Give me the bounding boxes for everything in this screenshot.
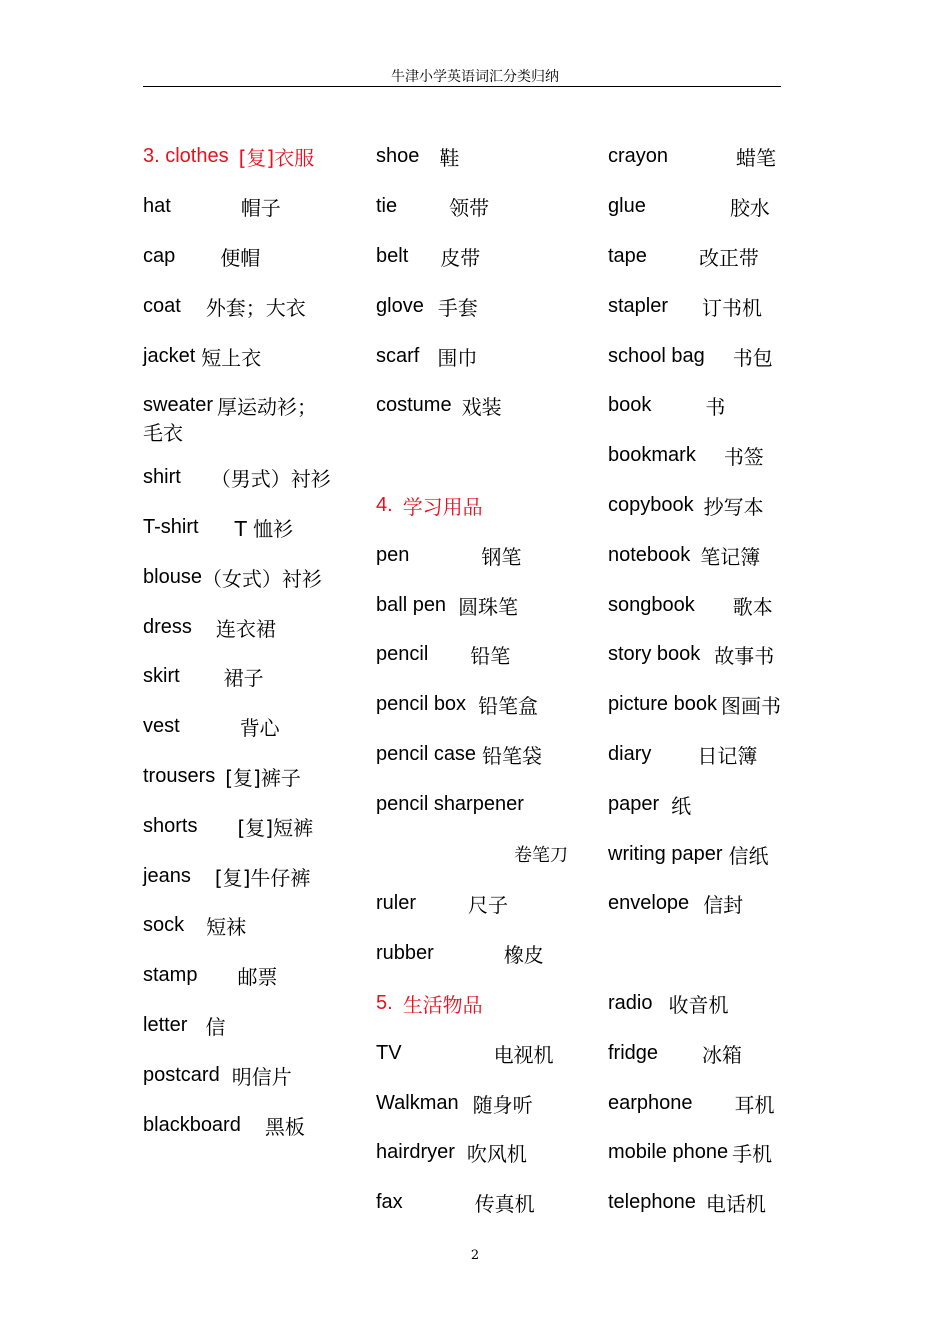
chinese-meaning: 胶水 (729, 196, 770, 221)
english-word: ruler (376, 892, 417, 915)
english-word: songbook (608, 593, 695, 616)
vocab-column-1 (143, 132, 375, 1150)
chinese-meaning: 外套；大衣 (205, 295, 306, 320)
english-word: blackboard (143, 1113, 241, 1136)
english-word: pencil case (376, 742, 477, 765)
vocab-entry (143, 182, 375, 232)
vocab-entry (608, 431, 840, 481)
chinese-meaning: 吹风机 (466, 1142, 527, 1167)
vocab-column-2 (376, 132, 608, 1228)
english-word: tape (608, 244, 647, 267)
chinese-meaning: 歌本 (732, 594, 773, 619)
vocab-entry (608, 879, 840, 929)
english-word: Walkman (376, 1091, 459, 1114)
vocab-entry (376, 1178, 608, 1228)
vocab-entry (143, 702, 375, 752)
english-word: ball pen (376, 593, 447, 616)
vocab-entry (608, 779, 840, 829)
english-word: shirt (143, 466, 181, 489)
chinese-meaning: 学习用品 (402, 494, 483, 519)
vocab-entry (376, 132, 608, 182)
english-word: hat (143, 195, 171, 218)
english-word: pencil sharpener (376, 792, 524, 815)
english-word: tie (376, 195, 398, 218)
vocab-entry (376, 630, 608, 680)
vocab-entry (143, 1100, 375, 1150)
chinese-meaning: 冰箱 (702, 1042, 743, 1067)
chinese-meaning: 背心 (239, 716, 280, 741)
english-word: telephone (608, 1191, 696, 1214)
chinese-meaning: 笔记簿 (700, 544, 761, 569)
chinese-meaning: 邮票 (237, 965, 278, 990)
chinese-meaning: T 恤衫 (234, 516, 294, 541)
chinese-meaning: 改正带 (698, 245, 759, 270)
category-heading (143, 132, 375, 182)
english-word: jeans (143, 864, 191, 887)
vocab-entry (608, 481, 840, 531)
vocab-entry-continuation (143, 417, 375, 453)
vocab-entry (143, 552, 375, 602)
blank-row (608, 929, 840, 979)
english-word: TV (376, 1041, 402, 1064)
vocab-entry (608, 1128, 840, 1178)
chinese-meaning: 皮带 (440, 245, 481, 270)
english-word: trousers (143, 764, 216, 787)
vocab-entry (608, 381, 840, 431)
vocab-entry (376, 232, 608, 282)
english-word: copybook (608, 493, 694, 516)
vocab-entry (143, 752, 375, 802)
vocab-entry (608, 1028, 840, 1078)
english-word: fax (376, 1191, 403, 1214)
english-word: jacket (143, 344, 196, 367)
chinese-meaning: 书签 (723, 445, 764, 470)
chinese-meaning: 黑板 (264, 1114, 305, 1139)
english-word: coat (143, 294, 181, 317)
chinese-meaning: 短袜 (206, 915, 247, 940)
english-word: paper (608, 792, 660, 815)
vocab-entry (143, 453, 375, 503)
english-word: 4. (376, 493, 393, 516)
vocab-entry (608, 680, 840, 730)
vocab-entry (376, 929, 608, 979)
chinese-meaning: 帽子 (240, 196, 281, 221)
vocab-entry (143, 602, 375, 652)
english-word: bookmark (608, 444, 696, 467)
vocab-entry (608, 232, 840, 282)
chinese-meaning: 铅笔盒 (478, 694, 539, 719)
english-word: dress (143, 615, 192, 638)
vocab-entry (143, 1050, 375, 1100)
vocab-entry (608, 1078, 840, 1128)
english-word: skirt (143, 665, 180, 688)
chinese-meaning: 信封 (703, 893, 744, 918)
english-word: cap (143, 244, 176, 267)
chinese-meaning: 短上衣 (201, 345, 262, 370)
english-word: crayon (608, 145, 669, 168)
english-word: mobile phone (608, 1141, 729, 1164)
vocab-entry (143, 331, 375, 381)
chinese-meaning: 蜡笔 (736, 146, 777, 171)
chinese-meaning: （男式）衬衫 (210, 467, 331, 492)
chinese-meaning: 圆珠笔 (458, 594, 519, 619)
page-header-title: 牛津小学英语词汇分类归纳 (391, 69, 559, 85)
chinese-meaning: [复]衣服 (238, 146, 315, 171)
vocab-entry (143, 232, 375, 282)
chinese-meaning: 连衣裙 (215, 616, 276, 641)
category-heading (376, 979, 608, 1029)
english-word: rubber (376, 942, 434, 965)
chinese-meaning: 随身听 (472, 1092, 533, 1117)
english-word: sock (143, 914, 185, 937)
vocab-entry (376, 331, 608, 381)
chinese-meaning: 钢笔 (481, 544, 522, 569)
vocab-column-3 (608, 132, 840, 1228)
header-divider (143, 86, 781, 87)
vocab-entry (608, 182, 840, 232)
vocab-entry (376, 779, 608, 829)
chinese-meaning: 铅笔袋 (482, 743, 543, 768)
chinese-meaning: 信 (205, 1014, 226, 1039)
chinese-meaning: 抄写本 (703, 494, 764, 519)
chinese-meaning: 领带 (449, 196, 490, 221)
english-word: pen (376, 543, 410, 566)
vocab-entry (608, 530, 840, 580)
chinese-meaning: 橡皮 (503, 943, 544, 968)
vocab-entry (608, 630, 840, 680)
vocab-entry (143, 1001, 375, 1051)
chinese-meaning: 鞋 (439, 146, 460, 171)
vocab-entry (376, 182, 608, 232)
english-word: vest (143, 715, 180, 738)
chinese-meaning: 书 (705, 395, 726, 420)
vocab-entry (143, 951, 375, 1001)
english-word: pencil (376, 643, 429, 666)
chinese-meaning: 书包 (732, 345, 773, 370)
english-word: radio (608, 991, 653, 1014)
english-word: 5. (376, 991, 393, 1014)
english-word: stapler (608, 294, 669, 317)
vocab-entry (376, 1078, 608, 1128)
vocab-entry (608, 1178, 840, 1228)
blank-row (376, 431, 608, 481)
chinese-meaning: 电话机 (705, 1192, 766, 1217)
chinese-meaning: [复]裤子 (225, 765, 301, 790)
vocab-entry (608, 331, 840, 381)
vocab-entry (608, 281, 840, 331)
english-word: letter (143, 1013, 188, 1036)
english-word: school bag (608, 344, 705, 367)
english-word: belt (376, 244, 409, 267)
category-heading (376, 481, 608, 531)
vocab-entry (376, 1128, 608, 1178)
chinese-meaning: 手套 (437, 295, 478, 320)
vocab-entry (608, 132, 840, 182)
vocab-entry-continuation (376, 829, 608, 879)
english-word: glue (608, 195, 646, 218)
chinese-meaning: [复]牛仔裤 (214, 865, 311, 890)
english-word: pencil box (376, 693, 467, 716)
chinese-meaning: 厚运动衫； (217, 395, 318, 420)
chinese-meaning: 裙子 (223, 666, 264, 691)
chinese-meaning: 围巾 (437, 345, 478, 370)
vocab-entry (608, 730, 840, 780)
english-word: picture book (608, 693, 717, 716)
chinese-meaning: 图画书 (720, 694, 781, 719)
chinese-meaning: 纸 (671, 793, 692, 818)
english-word: shoe (376, 145, 420, 168)
english-word: postcard (143, 1063, 220, 1086)
english-word: notebook (608, 543, 691, 566)
chinese-meaning: 信纸 (728, 843, 769, 868)
english-word: shorts (143, 814, 198, 837)
chinese-meaning: 毛衣 (143, 420, 183, 445)
vocab-entry (376, 730, 608, 780)
vocab-entry (143, 281, 375, 331)
chinese-meaning: 明信片 (231, 1064, 292, 1089)
english-word: envelope (608, 892, 690, 915)
english-word: hairdryer (376, 1141, 455, 1164)
vocab-entry (376, 580, 608, 630)
vocab-entry (608, 979, 840, 1029)
vocab-entry (143, 652, 375, 702)
chinese-meaning: [复]短裤 (237, 815, 314, 840)
vocab-entry (143, 503, 375, 553)
chinese-meaning: 戏装 (461, 395, 502, 420)
chinese-meaning: 耳机 (734, 1092, 775, 1117)
chinese-meaning: （女式）衬衫 (201, 566, 322, 591)
english-word: stamp (143, 964, 198, 987)
page-number: 2 (470, 1248, 480, 1263)
chinese-meaning: 便帽 (220, 245, 261, 270)
english-word: diary (608, 742, 652, 765)
chinese-meaning: 传真机 (474, 1192, 535, 1217)
vocab-entry (376, 1028, 608, 1078)
english-word: blouse (143, 565, 202, 588)
english-word: story book (608, 643, 701, 666)
english-word: book (608, 394, 652, 417)
chinese-meaning: 卷笔刀 (514, 845, 568, 867)
english-word: glove (376, 294, 424, 317)
chinese-meaning: 电视机 (493, 1042, 554, 1067)
chinese-meaning: 故事书 (714, 644, 775, 669)
vocab-entry (608, 829, 840, 879)
chinese-meaning: 尺子 (468, 893, 509, 918)
english-word: writing paper (608, 842, 723, 865)
chinese-meaning: 日记簿 (697, 743, 758, 768)
english-word: scarf (376, 344, 420, 367)
chinese-meaning: 收音机 (668, 992, 729, 1017)
vocab-entry (376, 281, 608, 331)
english-word: T-shirt (143, 515, 199, 538)
vocab-entry (608, 580, 840, 630)
vocab-entry (143, 851, 375, 901)
chinese-meaning: 铅笔 (470, 644, 511, 669)
vocab-entry (143, 901, 375, 951)
vocab-entry (376, 680, 608, 730)
chinese-meaning: 生活物品 (402, 992, 483, 1017)
vocab-entry (376, 381, 608, 431)
english-word: earphone (608, 1091, 693, 1114)
chinese-meaning: 订书机 (702, 295, 763, 320)
english-word: 3. clothes (143, 145, 229, 168)
english-word: fridge (608, 1041, 659, 1064)
vocab-entry (376, 879, 608, 929)
chinese-meaning: 手机 (732, 1142, 773, 1167)
english-word: sweater (143, 394, 214, 417)
english-word: costume (376, 394, 452, 417)
vocab-entry (376, 530, 608, 580)
vocab-entry (143, 801, 375, 851)
